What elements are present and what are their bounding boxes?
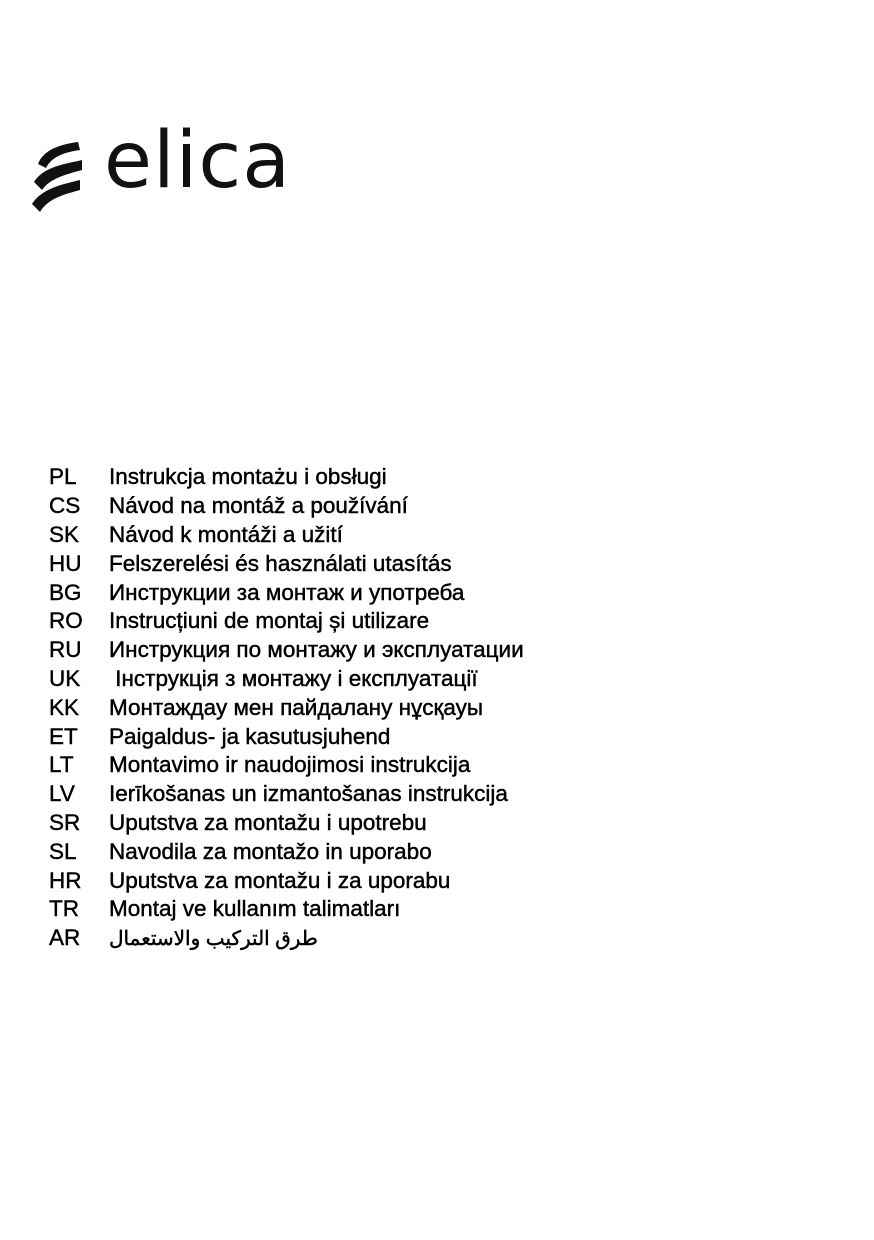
language-item-sl xyxy=(49,837,524,866)
language-code: HU xyxy=(49,550,82,576)
language-title: Инструкции за монтаж и употреба xyxy=(109,579,465,605)
language-code: PL xyxy=(49,464,77,490)
language-code: AR xyxy=(49,925,81,951)
language-item-ar xyxy=(49,924,524,953)
language-code: RO xyxy=(49,608,83,634)
language-item-pl xyxy=(49,463,524,492)
language-title: Montavimo ir naudojimosi instrukcija xyxy=(109,752,471,778)
language-item-tr xyxy=(49,895,524,924)
language-code: SR xyxy=(49,809,81,835)
language-title: Navodila za montažo in uporabo xyxy=(109,838,432,864)
language-item-uk xyxy=(49,665,524,694)
language-item-bg xyxy=(49,578,524,607)
language-item-ru xyxy=(49,636,524,665)
language-code: HR xyxy=(49,867,82,893)
language-code: SK xyxy=(49,521,80,547)
language-title: Felszerelési és használati utasítás xyxy=(109,550,452,576)
language-item-sr xyxy=(49,809,524,838)
language-title: Інструкція з монтажу і експлуатації xyxy=(109,665,478,691)
language-code: TR xyxy=(49,896,79,922)
language-code: RU xyxy=(49,637,82,663)
language-title: طرق التركيب والاستعمال xyxy=(109,927,318,950)
language-item-ro xyxy=(49,607,524,636)
language-item-sk xyxy=(49,521,524,550)
language-title: Instrukcja montażu i obsługi xyxy=(109,464,387,490)
language-title: Návod k montáži a užití xyxy=(109,521,343,547)
language-code: LV xyxy=(49,781,75,807)
brand-wordmark: elica xyxy=(104,116,292,206)
language-code: ET xyxy=(49,723,78,749)
language-item-kk xyxy=(49,693,524,722)
language-code: CS xyxy=(49,493,81,519)
language-item-lt xyxy=(49,751,524,780)
language-title: Инструкция по монтажу и эксплуатации xyxy=(109,637,524,663)
language-item-hu xyxy=(49,549,524,578)
language-item-cs xyxy=(49,492,524,521)
elica-swirl-icon xyxy=(30,138,86,218)
language-title: Uputstva za montažu i za uporabu xyxy=(109,867,451,893)
language-code: KK xyxy=(49,694,80,720)
language-title: Paigaldus- ja kasutusjuhend xyxy=(109,723,391,749)
language-item-hr xyxy=(49,866,524,895)
language-list xyxy=(49,463,524,953)
language-title: Ierīkošanas un izmantošanas instrukcija xyxy=(109,781,508,807)
language-title: Монтаждау мен пайдалану нұсқауы xyxy=(109,694,484,720)
language-code: SL xyxy=(49,838,77,864)
language-title: Instrucțiuni de montaj și utilizare xyxy=(109,608,430,634)
language-item-et xyxy=(49,722,524,751)
language-title: Montaj ve kullanım talimatları xyxy=(109,896,401,922)
language-title: Návod na montáž a používání xyxy=(109,493,408,519)
language-item-lv xyxy=(49,780,524,809)
language-code: LT xyxy=(49,752,74,778)
brand-logo xyxy=(30,116,320,218)
language-title: Uputstva za montažu i upotrebu xyxy=(109,809,427,835)
language-code: UK xyxy=(49,665,81,691)
language-code: BG xyxy=(49,579,82,605)
